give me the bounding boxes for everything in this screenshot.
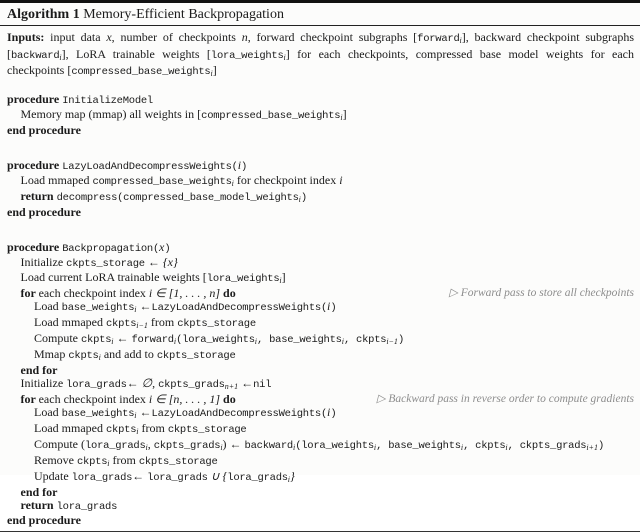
text-segment: Load current LoRA trainable weights [ — [20, 269, 207, 284]
text-segment: end procedure — [7, 204, 81, 219]
subscript: i — [231, 178, 234, 188]
subscript: i — [279, 275, 282, 285]
algorithm-line — [7, 300, 634, 316]
code-token: , base_weights — [376, 439, 461, 452]
subscript: i — [460, 442, 464, 452]
text-segment: procedure — [7, 239, 63, 254]
code-token: ckpts — [77, 455, 108, 468]
subscript: i — [341, 336, 344, 346]
algorithm-line — [7, 332, 634, 348]
subscript: i — [505, 442, 508, 452]
subscript: i — [173, 336, 177, 346]
code-token: backward — [11, 49, 60, 62]
text-segment: end procedure — [7, 122, 81, 137]
code-token: LazyLoadAndDecompressWeights( — [151, 407, 327, 420]
subscript: i — [59, 52, 62, 62]
text-segment: end procedure — [7, 512, 81, 527]
code-token: lora_grads — [147, 471, 208, 484]
code-token: lora_grads — [56, 500, 118, 513]
text-segment: ← — [229, 436, 245, 451]
algorithm-line — [7, 316, 634, 332]
code-token: ckpts_storage — [138, 455, 218, 468]
code-token: LazyLoadAndDecompressWeights( — [151, 301, 327, 314]
text-segment: i — [327, 298, 331, 313]
text-segment: for checkpoint index — [233, 172, 340, 187]
algorithm-line — [7, 454, 634, 470]
code-token: ) — [597, 439, 605, 452]
text-segment: i — [237, 157, 242, 172]
subscript: i — [134, 304, 137, 314]
algorithm-body — [0, 93, 640, 527]
algorithm-line — [7, 190, 634, 206]
code-token: ckpts_storage — [156, 349, 236, 362]
algorithm-line — [7, 470, 634, 486]
code-token: ckpts — [105, 423, 137, 436]
subscript: i — [459, 36, 462, 45]
text-segment: Compute — [34, 330, 81, 345]
text-segment: do — [223, 285, 236, 300]
algorithm-line — [7, 271, 634, 287]
subscript: i−1 — [136, 320, 148, 330]
text-segment: n — [241, 30, 248, 44]
algorithm-line — [7, 438, 634, 454]
text-segment: Compute ( — [34, 436, 85, 451]
code-token: (lora_weights — [295, 439, 374, 452]
code-token: decompress(compressed_base_model_weights — [56, 191, 299, 204]
code-token: forward — [131, 333, 174, 346]
subscript: i — [298, 194, 301, 204]
subscript: i+1 — [586, 442, 598, 452]
code-token: ckpts_storage — [167, 423, 247, 436]
text-segment: from — [109, 452, 139, 467]
text-segment: ] — [342, 106, 347, 121]
inputs-paragraph — [0, 26, 640, 81]
text-segment: , forward checkpoint subgraphs [ — [247, 30, 418, 44]
subscript: i — [287, 474, 291, 484]
algorithm-header — [0, 3, 640, 26]
algorithm-number-label: Algorithm 1 — [7, 7, 80, 22]
text-segment: end for — [20, 362, 58, 377]
subscript: i — [210, 69, 213, 78]
code-token: lora_weights — [206, 272, 280, 285]
code-token: backward — [244, 439, 293, 452]
text-segment: i ∈ [n, . . . , 1] — [148, 391, 224, 406]
text-segment: Update — [34, 468, 72, 483]
text-segment: Initialize — [20, 254, 67, 269]
text-segment: Remove — [34, 452, 77, 467]
subscript: i — [134, 410, 137, 420]
text-segment: return — [20, 188, 57, 203]
algorithm-line — [7, 499, 634, 514]
text-segment: i — [339, 172, 343, 187]
code-token: ) — [241, 160, 248, 173]
code-token: , base_weights — [257, 333, 342, 346]
text-segment: ← ∅ — [126, 375, 153, 390]
text-segment: i ∈ [1, . . . , n] — [148, 285, 224, 300]
code-token: base_weights — [61, 407, 135, 420]
code-token: , ckpts — [343, 333, 387, 346]
subscript: i — [220, 442, 223, 452]
code-token: lora_grads — [85, 439, 146, 452]
text-segment: ← — [136, 404, 152, 419]
text-segment: ) — [222, 436, 230, 451]
code-token: ) — [397, 333, 404, 346]
text-segment: x — [159, 239, 165, 254]
algorithm-line — [7, 348, 634, 364]
text-segment: Load — [34, 298, 62, 313]
code-token: ) — [330, 301, 337, 314]
text-segment: input data — [44, 30, 107, 44]
text-segment: i — [327, 404, 331, 419]
code-token: ckpts_storage — [66, 257, 145, 270]
code-token: nil — [253, 378, 272, 391]
text-segment: each checkpoint index — [38, 285, 149, 300]
text-segment: each checkpoint index — [38, 391, 149, 406]
code-token: ) — [300, 191, 307, 204]
code-token: base_weights — [61, 301, 135, 314]
algorithm-line — [7, 256, 634, 271]
text-segment: , — [147, 436, 154, 451]
subscript: i — [98, 352, 101, 362]
code-token: , ckpts — [463, 439, 506, 452]
text-segment: ] for each checkpoints, compressed base model weights for each checkpoints [ — [7, 46, 634, 77]
algorithm-line — [7, 174, 634, 190]
subscript: i — [111, 336, 114, 346]
algorithm-line — [7, 514, 634, 527]
subscript: i — [254, 336, 257, 346]
text-segment: for — [20, 391, 39, 406]
code-token: lora_grads — [66, 378, 127, 391]
algorithm-line — [7, 241, 634, 256]
text-segment: procedure — [7, 91, 63, 106]
code-token: ) — [330, 407, 337, 420]
code-token: compressed_base_weights — [201, 109, 341, 122]
text-segment: from — [147, 314, 178, 329]
inline-comment: ▷ Backward pass in reverse order to compute gradients — [376, 392, 634, 405]
text-segment: ] — [212, 63, 217, 77]
subscript: n+1 — [224, 381, 239, 391]
code-token: LazyLoadAndDecompressWeights( — [62, 160, 238, 173]
text-segment: and add to — [100, 346, 157, 361]
subscript: i — [283, 52, 286, 62]
text-segment: from — [138, 420, 168, 435]
text-segment: do — [223, 391, 236, 406]
subscript: i — [292, 442, 296, 452]
text-segment: ← {x} — [144, 254, 178, 269]
text-segment: return — [20, 497, 57, 512]
code-token: lora_grads — [227, 471, 288, 484]
code-token: ckpts_storage — [177, 317, 256, 330]
text-segment: ], backward checkpoint subgraphs [ — [7, 30, 635, 61]
code-token: Backpropagation( — [62, 242, 160, 255]
code-token: , ckpts_grads — [507, 439, 587, 452]
text-segment: end for — [20, 484, 58, 499]
text-segment: Initialize — [20, 375, 67, 390]
text-segment: for — [20, 285, 39, 300]
subscript: i — [107, 458, 110, 468]
code-token: ckpts_grads — [153, 439, 221, 452]
algorithm-line — [7, 486, 634, 499]
code-token: ) — [164, 242, 171, 255]
text-segment: ← — [238, 375, 254, 390]
code-token: lora_grads — [71, 471, 133, 484]
code-token: lora_weights — [210, 49, 284, 62]
algorithm-line — [7, 124, 634, 137]
text-segment: } — [290, 468, 295, 483]
algorithm-line — [7, 287, 634, 300]
text-segment: procedure — [7, 157, 63, 172]
text-segment: , number of checkpoints — [111, 30, 242, 44]
text-segment: , — [152, 375, 159, 390]
algorithm-line — [7, 364, 634, 377]
subscript: i−1 — [386, 336, 398, 346]
text-segment: ← — [132, 468, 148, 483]
algorithm-line — [7, 377, 634, 393]
algorithm-line — [7, 108, 634, 124]
code-token: (lora_weights — [176, 333, 255, 346]
subscript: i — [373, 442, 377, 452]
inline-comment: ▷ Forward pass to store all checkpoints — [449, 286, 634, 299]
text-segment: x — [106, 30, 112, 44]
subscript: i — [340, 112, 343, 122]
algorithm-line — [7, 422, 634, 438]
text-segment: Load mmaped — [34, 420, 106, 435]
text-segment: ] — [281, 269, 286, 284]
algorithm-line — [7, 93, 634, 108]
text-segment: ← — [113, 330, 132, 345]
code-token: compressed_base_weights — [92, 175, 232, 188]
subscript: i — [136, 426, 139, 436]
algorithm-line — [7, 393, 634, 406]
text-segment: Load — [34, 404, 62, 419]
text-segment: Load mmaped — [34, 314, 106, 329]
code-token: compressed_base_weights — [71, 66, 211, 78]
code-token: ckpts_grads — [158, 378, 225, 391]
code-token: ckpts — [81, 333, 112, 346]
text-segment: Mmap — [34, 346, 69, 361]
text-segment: Load mmaped — [20, 172, 93, 187]
code-token: ckpts — [105, 317, 137, 330]
algorithm-title: Memory-Efficient Backpropagation — [83, 7, 284, 22]
text-segment: ← — [136, 298, 152, 313]
algorithm-line — [7, 406, 634, 422]
text-segment: Memory map (mmap) all weights in [ — [20, 106, 202, 121]
subscript: i — [145, 442, 148, 452]
text-segment: ], LoRA trainable weights [ — [61, 46, 211, 61]
code-token: ckpts — [68, 349, 99, 362]
bottom-rule — [0, 531, 640, 532]
algorithm-line — [7, 159, 634, 174]
code-token: InitializeModel — [62, 94, 153, 107]
code-token: forward — [417, 33, 460, 45]
algorithm-line — [7, 206, 634, 219]
text-segment: Inputs: — [7, 30, 45, 44]
text-segment: ∪ { — [207, 468, 228, 483]
